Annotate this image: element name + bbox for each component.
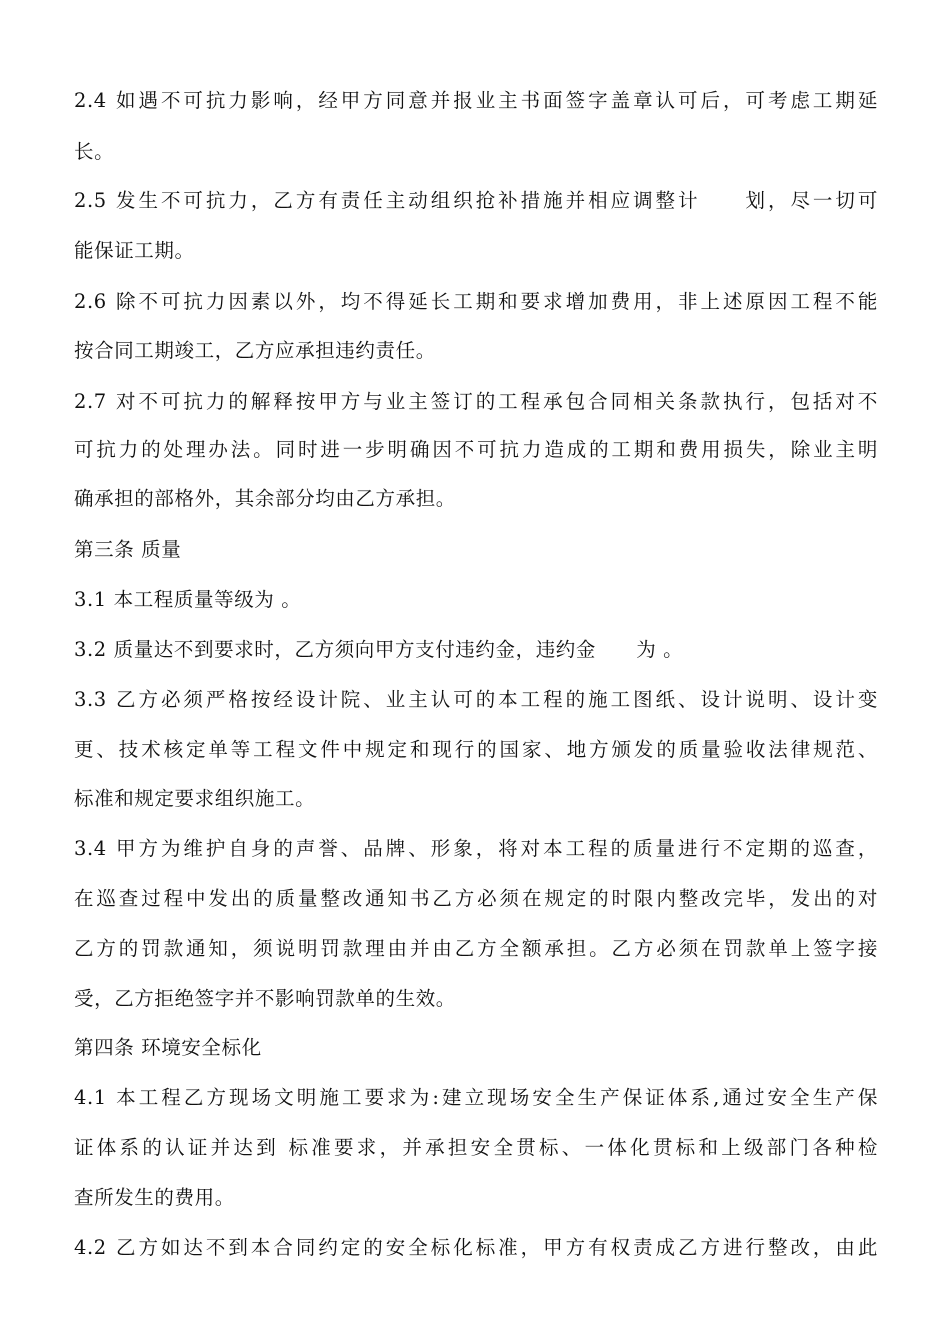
- text-line: 受，乙方拒绝签字并不影响罚款单的生效。: [74, 987, 456, 1010]
- section-heading: 第三条 质量: [74, 538, 182, 561]
- text-line: 可抗力的处理办法。同时进一步明确因不可抗力造成的工期和费用损失，除业主明: [74, 438, 878, 461]
- text-line: 3.4 甲方为维护自身的声誉、品牌、形象，将对本工程的质量进行不定期的巡查，: [74, 837, 878, 860]
- text-line: 在巡查过程中发出的质量整改通知书乙方必须在规定的时限内整改完毕，发出的对: [74, 887, 878, 910]
- text-line: 确承担的部格外，其余部分均由乙方承担。: [74, 487, 456, 510]
- text-line: 2.4 如遇不可抗力影响，经甲方同意并报业主书面签字盖章认可后，可考虑工期延: [74, 89, 878, 112]
- text-line: 标准和规定要求组织施工。: [74, 787, 316, 810]
- text-line: 乙方的罚款通知，须说明罚款理由并由乙方全额承担。乙方必须在罚款单上签字接: [74, 937, 878, 960]
- text-line: 2.5 发生不可抗力，乙方有责任主动组织抢补措施并相应调整计 划，尽一切可: [74, 189, 878, 212]
- text-line: 更、技术核定单等工程文件中规定和现行的国家、地方颁发的质量验收法律规范、: [74, 738, 878, 761]
- text-line: 长。: [74, 140, 115, 163]
- text-line: 能保证工期。: [74, 239, 195, 262]
- section-heading: 第四条 环境安全标化: [74, 1036, 262, 1059]
- text-line: 3.2 质量达不到要求时，乙方须向甲方支付违约金，违约金 为 。: [74, 638, 684, 661]
- text-line: 4.1 本工程乙方现场文明施工要求为:建立现场安全生产保证体系,通过安全生产保: [74, 1086, 878, 1109]
- text-line: 2.7 对不可抗力的解释按甲方与业主签订的工程承包合同相关条款执行，包括对不: [74, 390, 878, 413]
- text-line: 2.6 除不可抗力因素以外，均不得延长工期和要求增加费用，非上述原因工程不能: [74, 290, 878, 313]
- text-line: 3.3 乙方必须严格按经设计院、业主认可的本工程的施工图纸、设计说明、设计变: [74, 688, 878, 711]
- text-line: 4.2 乙方如达不到本合同约定的安全标化标准，甲方有权责成乙方进行整改，由此: [74, 1236, 878, 1259]
- text-line: 按合同工期竣工，乙方应承担违约责任。: [74, 339, 436, 362]
- text-line: 3.1 本工程质量等级为 。: [74, 588, 302, 611]
- text-line: 证体系的认证并达到 标准要求，并承担安全贯标、一体化贯标和上级部门各种检: [74, 1136, 878, 1159]
- text-line: 查所发生的费用。: [74, 1186, 235, 1209]
